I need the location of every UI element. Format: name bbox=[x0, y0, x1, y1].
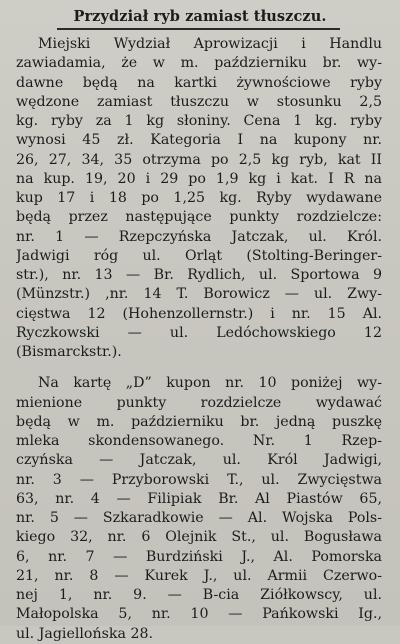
paragraph-1 bbox=[16, 35, 382, 362]
text-line: Na kartę „D” kupon nr. 10 poniżej wy- bbox=[38, 375, 382, 392]
text-line: kg. ryby za 1 kg słoniny. Cena 1 kg. ryby bbox=[16, 113, 382, 129]
text-line: ul. Jagiellońska 28. bbox=[16, 625, 154, 642]
text-line: cięstwa 12 (Hohenzollernstr.) i nr. 15 Al. bbox=[16, 305, 382, 322]
paragraph-gap bbox=[16, 362, 382, 374]
text-line: str.), nr. 13 — Br. Rydlich, ul. Sportowa 9 bbox=[16, 267, 382, 283]
title-underline bbox=[57, 28, 340, 30]
text-line: nr. 3 — Przyborowski T., ul. Zwycięstwa bbox=[16, 471, 382, 488]
text-line: Jadwigi róg ul. Orląt (Stolting-Beringer- bbox=[16, 247, 382, 264]
text-line: Małopolska 5, nr. 10 — Pańkowski Ig., bbox=[16, 606, 382, 623]
text-line: 21, nr. 8 — Kurek J., ul. Armii Czerwo- bbox=[16, 567, 382, 584]
text-line: 26, 27, 34, 35 otrzyma po 2,5 kg ryb, kat II bbox=[16, 151, 382, 168]
text-line: czyńska — Jatczak, ul. Król Jadwigi, bbox=[16, 452, 382, 469]
article-title: Przydział ryb zamiast tłuszczu. bbox=[73, 8, 327, 25]
text-line: (Münzstr.) ,nr. 14 T. Borowicz — ul. Zwy- bbox=[16, 286, 382, 303]
text-line: wynosi 45 zł. Kategoria I na kupony nr. bbox=[16, 132, 382, 149]
text-line: 63, nr. 4 — Filipiak Br. Al Piastów 65, bbox=[16, 490, 382, 507]
text-line: zawiadamia, że w m. październiku br. wy- bbox=[16, 55, 382, 72]
text-line: kup 17 i 18 po 1,25 kg. Ryby wydawane bbox=[16, 190, 382, 206]
paragraph-2 bbox=[16, 374, 382, 644]
text-line: Miejski Wydział Aprowizacji i Handlu bbox=[38, 36, 382, 52]
text-line: wędzone zamiast tłuszczu w stosunku 2,5 bbox=[16, 93, 382, 110]
text-line: 6, nr. 7 — Burdziński J., Al. Pomorska bbox=[16, 548, 382, 565]
text-line: kiego 32, nr. 6 Olejnik St., ul. Bogusława bbox=[16, 529, 382, 546]
text-line: (Bismarckstr.). bbox=[16, 344, 122, 360]
text-line: nr. 1 — Rzepczyńska Jatczak, ul. Król. bbox=[16, 228, 382, 245]
text-line: nej 1, nr. 9. — B-cia Ziółkowscy, ul. bbox=[16, 587, 382, 603]
text-line: dawne będą na kartki żywnościowe ryby bbox=[16, 74, 382, 91]
text-line: będą przez następujące punkty rozdzielcze: bbox=[16, 209, 382, 226]
text-line: mienione punkty rozdzielcze wydawać bbox=[16, 394, 382, 411]
article-body bbox=[16, 35, 382, 644]
text-line: nr. 5 — Szkaradkowie — Al. Wojska Pols- bbox=[16, 510, 382, 526]
text-line: mleka skondensowanego. Nr. 1 Rzep- bbox=[16, 433, 382, 449]
text-line: na kup. 19, 20 i 29 po 1,9 kg i kat. I R na bbox=[16, 170, 382, 187]
text-line: Ryczkowski — ul. Ledóchowskiego 12 bbox=[16, 324, 382, 341]
text-line: będą w m. październiku br. jedną puszkę bbox=[16, 413, 382, 430]
